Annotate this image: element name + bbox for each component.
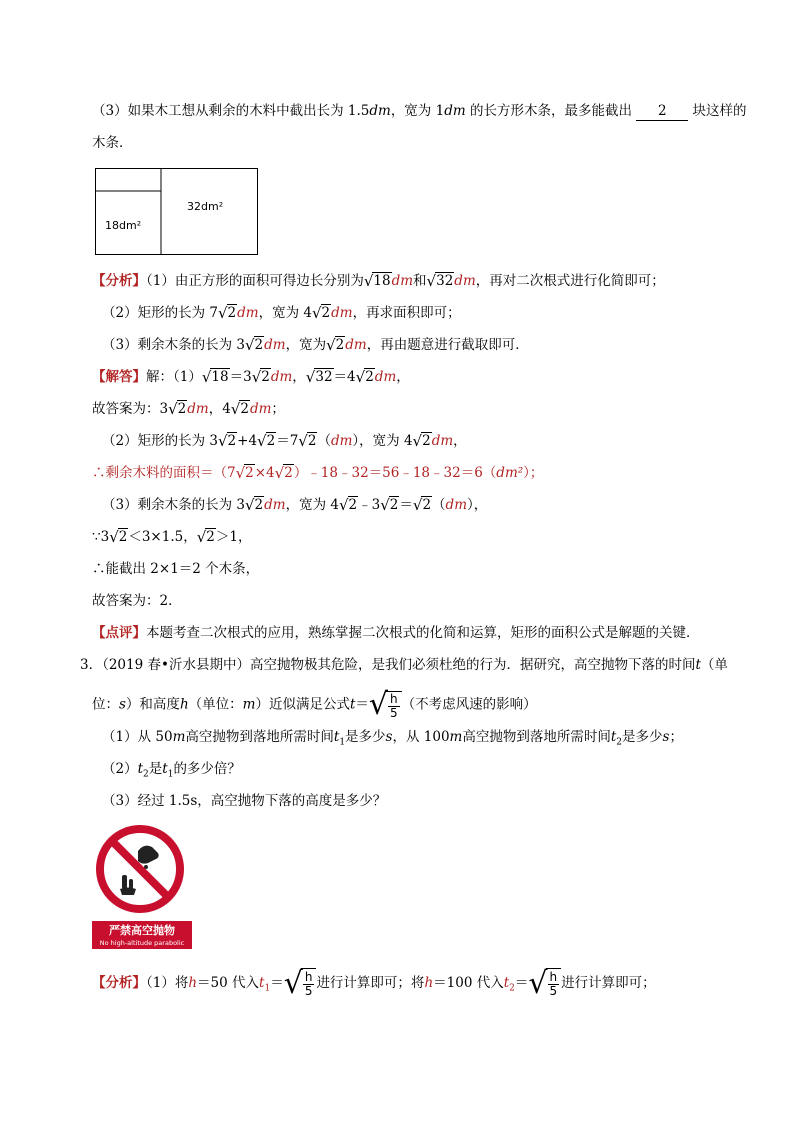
question-3-line-2: 位：s）和高度h（单位：m）近似满足公式t＝ √ $\frac{h}{5}$ （不考虑风速的影响） [92, 687, 537, 722]
analysis-line-2: （2）矩形的长为 7√2dm，宽为 4√2dm，再求面积即可； [102, 304, 461, 322]
solution-line-2: 故答案为：3√2dm，4√2dm； [92, 400, 285, 418]
no-throwing-sign [92, 823, 192, 949]
question-3-part-3: （3）经过 1.5s，高空抛物下落的高度是多少？ [102, 793, 387, 809]
squares-figure [95, 168, 259, 256]
solution-line-6: ∵3√2＜3×1.5，√2＞1， [92, 528, 252, 546]
sign-english-text: No high-altitude parabolic [99, 939, 185, 947]
answer-blank: 2 [636, 102, 688, 121]
question-2-part-3-line2: 木条． [92, 135, 133, 151]
solution-line-8: 故答案为：2． [92, 593, 182, 609]
question-3-part-2: $(2)t_2$是$t_1$的多少倍？ [102, 761, 241, 780]
formula-sqrt: √ $\frac{h}{5}$ [369, 690, 402, 720]
question-2-part-3: （3）如果木工想从剩余的木料中截出长为 1.5dm，宽为 1dm 的长方形木条，最多能截出 2 块这样的 [92, 103, 747, 119]
solution-line-5: （3）剩余木条的长为 3√2dm，宽为 4√2﹣3√2＝√2（dm）， [102, 496, 488, 514]
solution-line-7: ∴能截出 2×1＝2 个木条， [92, 561, 260, 577]
solution-line-1: 【解答】解：（1）√18＝3√2dm，√32＝4√2dm， [92, 368, 410, 386]
solution-line-3: （2）矩形的长为 3√2+4√2＝7√2（dm），宽为 4√2dm， [102, 432, 467, 450]
solution-line-4: ∴剩余木料的面积＝（7√2×4√2）﹣18﹣32＝56﹣18﹣32＝6（dm²）； [92, 464, 544, 482]
question-3-line-1: 3．（2019 春•沂水县期中）高空抛物极其危险，是我们必须杜绝的行为．据研究，高空抛物下落的时间t（单 [80, 657, 728, 673]
comment-line: 【点评】本题考查二次根式的应用，熟练掌握二次根式的化简和运算，矩形的面积公式是解题的关键． [92, 625, 700, 641]
label-18dm2: 18dm² [105, 219, 142, 232]
label-32dm2: 32dm² [187, 200, 224, 213]
analysis-line-3: （3）剩余木条的长为 3√2dm，宽为√2dm，再由题意进行截取即可． [102, 336, 529, 354]
sign-chinese-text: 严禁高空抛物 [109, 924, 175, 937]
question-3-part-1: （1）从 50m高空抛物到落地所需时间$t_1$是多少s，从 100m高空抛物到落地所需时间$t_2$是多少s； [102, 729, 683, 748]
analysis-q3-line-1: 【分析】（1）将h＝50 代入$t_1=$ √ $\frac{h}{5}$ 进行计算即可；将h＝100 代入$t_2=$ √ $\frac{h}{5}$ 进行计算即可； [92, 965, 656, 1001]
analysis-line-1: 【分析】（1）由正方形的面积可得边长分别为√18dm和√32dm，再对二次根式进行化简即可； [92, 272, 665, 290]
